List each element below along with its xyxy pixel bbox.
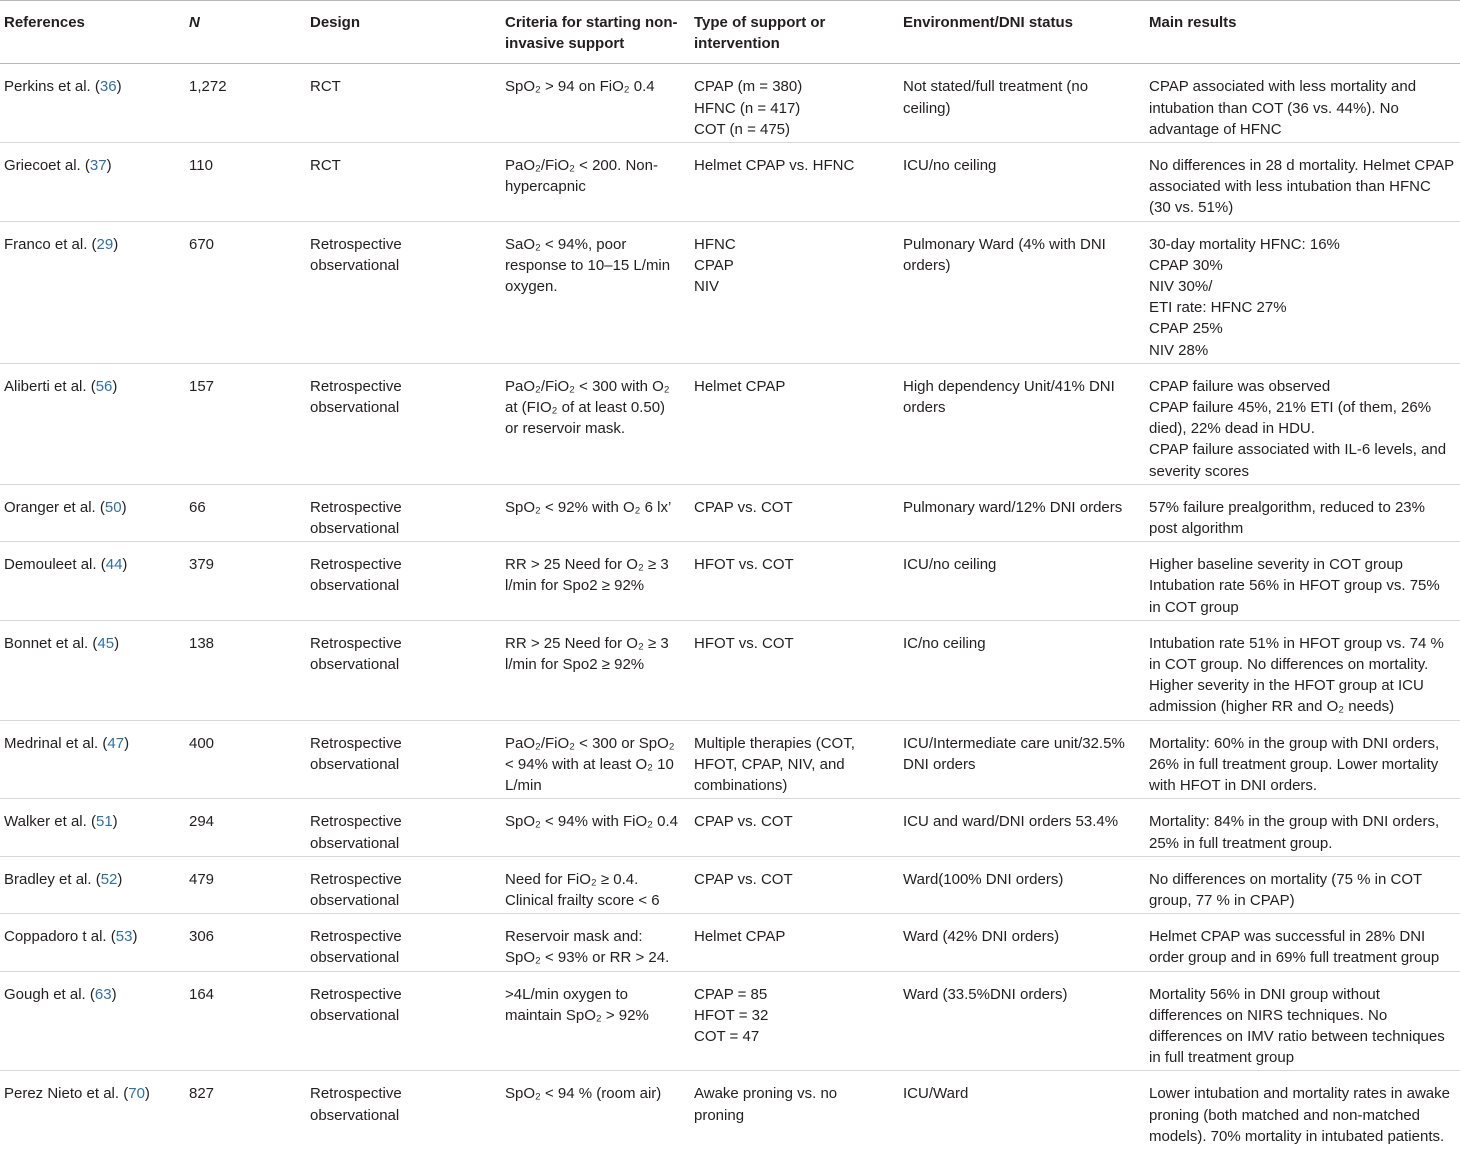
header-references: References: [0, 1, 183, 64]
design-value: Retrospective observational: [310, 1085, 402, 1124]
n-cell: [183, 484, 304, 541]
support-cell: [688, 620, 897, 720]
n-value: 1,272: [189, 78, 227, 96]
reference-name: Walker et al.: [4, 813, 87, 831]
table-row: [0, 1071, 1460, 1149]
support-line: Awake proning vs. no proning: [694, 1085, 838, 1124]
table-row: [0, 856, 1460, 913]
criteria-cell: [499, 64, 688, 143]
criteria-value: SpO₂ > 94 on FiO₂ 0.4: [505, 78, 655, 96]
header-results: Main results: [1143, 1, 1460, 64]
support-cell: [688, 1071, 897, 1149]
reference-link[interactable]: 56: [95, 377, 113, 395]
design-value: Retrospective observational: [310, 498, 402, 538]
reference-name: Oranger et al.: [4, 498, 96, 516]
n-cell: [183, 914, 304, 971]
results-line: Mortality: 84% in the group with DNI orders, 25% in full treatment group.: [1149, 813, 1440, 852]
results-cell: [1143, 221, 1460, 363]
results-line: Mortality 56% in DNI group without differences on NIRS techniques. No differences on IMV ratio between techniques in full treatment group: [1149, 985, 1445, 1067]
criteria-value: >4L/min oxygen to maintain SpO₂ > 92%: [505, 985, 649, 1024]
design-cell: [304, 720, 499, 799]
header-environment: Environment/DNI status: [897, 1, 1143, 64]
results-cell: [1143, 1071, 1460, 1149]
criteria-value: RR > 25 Need for O₂ ≥ 3 l/min for Spo2 ≥ 92%: [505, 556, 669, 595]
reference-name: Aliberti et al.: [4, 377, 87, 395]
reference-link[interactable]: 36: [99, 78, 117, 96]
table-row: [0, 221, 1460, 363]
criteria-value: SpO₂ < 92% with O₂ 6 lx’: [505, 498, 672, 516]
header-design: Design: [304, 1, 499, 64]
reference-name: Franco et al.: [4, 235, 88, 253]
support-line: HFOT = 32: [694, 1006, 769, 1024]
environment-value: Ward (33.5%DNI orders): [903, 985, 1068, 1003]
support-line: CPAP (m = 380): [694, 78, 803, 96]
support-line: HFNC (n = 417): [694, 99, 801, 117]
environment-cell: [897, 720, 1143, 799]
reference-link[interactable]: 50: [104, 498, 122, 516]
reference-name: Medrinal et al.: [4, 734, 99, 752]
criteria-cell: [499, 484, 688, 541]
environment-value: ICU/no ceiling: [903, 556, 997, 574]
environment-value: IC/no ceiling: [903, 634, 986, 652]
reference-link[interactable]: 29: [96, 235, 114, 253]
results-line: Intubation rate 56% in HFOT group vs. 75% in COT group: [1149, 577, 1440, 616]
support-line: NIV: [694, 278, 720, 296]
environment-value: Ward(100% DNI orders): [903, 870, 1064, 888]
n-cell: [183, 856, 304, 913]
support-line: COT (n = 475): [694, 120, 791, 138]
design-cell: [304, 1071, 499, 1149]
reference-name: Griecoet al.: [4, 157, 81, 175]
criteria-value: PaO₂/FiO₂ < 300 with O₂ at (FIO₂ of at least 0.50) or reservoir mask.: [505, 377, 670, 438]
support-line: CPAP: [694, 256, 734, 274]
environment-cell: [897, 484, 1143, 541]
support-cell: [688, 720, 897, 799]
results-cell: [1143, 363, 1460, 484]
reference-link[interactable]: 37: [89, 157, 107, 175]
support-cell: [688, 143, 897, 222]
results-line: Mortality: 60% in the group with DNI orders, 26% in full treatment group. Lower mortality with HFOT in DNI orders.: [1149, 734, 1440, 795]
support-line: Multiple therapies (COT, HFOT, CPAP, NIV, and combinations): [694, 734, 855, 795]
reference-name: Perez Nieto et al.: [4, 1085, 120, 1103]
n-value: 670: [189, 235, 215, 253]
results-cell: [1143, 484, 1460, 541]
design-cell: [304, 914, 499, 971]
n-cell: [183, 1071, 304, 1149]
criteria-value: RR > 25 Need for O₂ ≥ 3 l/min for Spo2 ≥ 92%: [505, 634, 669, 674]
support-cell: [688, 856, 897, 913]
environment-cell: [897, 1071, 1143, 1149]
results-cell: [1143, 64, 1460, 143]
environment-value: ICU/Ward: [903, 1085, 969, 1103]
criteria-value: SaO₂ < 94%, poor response to 10–15 L/min oxygen.: [505, 235, 671, 296]
design-value: Retrospective observational: [310, 813, 402, 852]
support-cell: [688, 221, 897, 363]
results-line: 30-day mortality HFNC: 16%: [1149, 235, 1340, 253]
header-support: Type of support or intervention: [688, 1, 897, 64]
support-cell: [688, 799, 897, 856]
reference-link[interactable]: 47: [107, 734, 125, 752]
design-value: Retrospective observational: [310, 870, 402, 909]
environment-cell: [897, 363, 1143, 484]
environment-value: Not stated/full treatment (no ceiling): [903, 78, 1089, 117]
support-cell: [688, 542, 897, 621]
criteria-value: Reservoir mask and: SpO₂ < 93% or RR > 24.: [505, 928, 670, 967]
reference-cell: Bradley et al. (52): [0, 856, 183, 913]
design-cell: [304, 971, 499, 1071]
design-value: Retrospective observational: [310, 556, 402, 595]
support-line: CPAP vs. COT: [694, 813, 793, 831]
environment-cell: [897, 856, 1143, 913]
results-line: Lower intubation and mortality rates in awake proning (both matched and non-matched models). 70% mortality in intubated patients.: [1149, 1085, 1450, 1145]
results-line: CPAP 30%: [1149, 256, 1223, 274]
criteria-value: SpO₂ < 94 % (room air): [505, 1085, 662, 1103]
environment-cell: [897, 143, 1143, 222]
support-cell: [688, 363, 897, 484]
reference-link[interactable]: 51: [95, 813, 113, 831]
design-value: Retrospective observational: [310, 734, 402, 773]
results-line: NIV 30%/: [1149, 278, 1213, 296]
reference-cell: Demouleet al. (44): [0, 542, 183, 621]
support-line: CPAP vs. COT: [694, 498, 793, 516]
criteria-cell: [499, 856, 688, 913]
header-n: N: [183, 1, 304, 64]
results-line: No differences on mortality (75 % in COT group, 77 % in CPAP): [1149, 870, 1422, 909]
criteria-value: PaO₂/FiO₂ < 300 or SpO₂ < 94% with at least O₂ 10 L/min: [505, 734, 675, 795]
environment-value: High dependency Unit/41% DNI orders: [903, 377, 1115, 417]
criteria-cell: [499, 971, 688, 1071]
criteria-cell: [499, 542, 688, 621]
design-cell: [304, 221, 499, 363]
header-row: [0, 1, 1460, 64]
reference-cell: Franco et al. (29): [0, 221, 183, 363]
results-line: CPAP failure was observed: [1149, 377, 1331, 395]
support-line: Helmet CPAP vs. HFNC: [694, 157, 855, 175]
criteria-cell: [499, 620, 688, 720]
reference-cell: Bonnet et al. (45): [0, 620, 183, 720]
n-cell: [183, 620, 304, 720]
table-row: [0, 143, 1460, 222]
n-value: 479: [189, 870, 215, 888]
table-row: [0, 620, 1460, 720]
results-line: Higher baseline severity in COT group: [1149, 556, 1404, 574]
support-line: HFNC: [694, 235, 736, 253]
reference-cell: Perkins et al. (36): [0, 64, 183, 143]
reference-name: Bonnet et al.: [4, 634, 89, 652]
reference-cell: Walker et al. (51): [0, 799, 183, 856]
support-line: Helmet CPAP: [694, 377, 786, 395]
support-cell: [688, 64, 897, 143]
design-cell: [304, 620, 499, 720]
table-row: [0, 799, 1460, 856]
results-cell: [1143, 143, 1460, 222]
criteria-cell: [499, 914, 688, 971]
environment-value: ICU and ward/DNI orders 53.4%: [903, 813, 1119, 831]
environment-cell: [897, 971, 1143, 1071]
reference-link[interactable]: 70: [128, 1085, 145, 1103]
results-line: No differences in 28 d mortality. Helmet CPAP associated with less intubation than HFNC (30 vs. 51%): [1149, 157, 1454, 217]
reference-name: Perkins et al.: [4, 78, 91, 96]
n-value: 164: [189, 985, 215, 1003]
header-criteria: Criteria for starting non-invasive support: [499, 1, 688, 64]
criteria-cell: [499, 799, 688, 856]
support-line: CPAP = 85: [694, 985, 768, 1003]
criteria-value: SpO₂ < 94% with FiO₂ 0.4: [505, 813, 678, 831]
results-line: Intubation rate 51% in HFOT group vs. 74 % in COT group. No differences on mortality. Higher severity in the HFOT group at ICU admission (higher RR and O₂ needs): [1149, 634, 1444, 716]
reference-link[interactable]: 44: [105, 556, 123, 574]
support-line: Helmet CPAP: [694, 928, 786, 946]
environment-cell: [897, 542, 1143, 621]
support-cell: [688, 914, 897, 971]
results-line: Helmet CPAP was successful in 28% DNI order group and in 69% full treatment group: [1149, 928, 1440, 967]
environment-value: Pulmonary ward/12% DNI orders: [903, 498, 1123, 516]
n-value: 138: [189, 634, 215, 652]
reference-cell: Coppadoro t al. (53): [0, 914, 183, 971]
n-value: 827: [189, 1085, 215, 1103]
support-cell: [688, 484, 897, 541]
environment-value: ICU/no ceiling: [903, 157, 997, 175]
n-cell: [183, 221, 304, 363]
environment-cell: [897, 221, 1143, 363]
support-line: HFOT vs. COT: [694, 556, 794, 574]
table-row: [0, 971, 1460, 1071]
criteria-value: PaO₂/FiO₂ < 200. Non-hypercapnic: [505, 157, 658, 196]
results-line: CPAP failure associated with IL-6 levels, and severity scores: [1149, 441, 1447, 480]
results-cell: [1143, 799, 1460, 856]
table-row: [0, 914, 1460, 971]
results-line: ETI rate: HFNC 27%: [1149, 299, 1287, 317]
reference-name: Coppadoro t al.: [4, 928, 107, 946]
design-cell: [304, 856, 499, 913]
results-line: NIV 28%: [1149, 341, 1209, 359]
reference-name: Demouleet al.: [4, 556, 97, 574]
table-row: [0, 363, 1460, 484]
criteria-value: Need for FiO₂ ≥ 0.4. Clinical frailty score < 6: [505, 870, 660, 909]
design-value: Retrospective observational: [310, 634, 402, 674]
n-cell: [183, 971, 304, 1071]
reference-cell: Perez Nieto et al. (70): [4, 1085, 150, 1103]
criteria-cell: [499, 720, 688, 799]
results-cell: [1143, 856, 1460, 913]
environment-value: Pulmonary Ward (4% with DNI orders): [903, 235, 1106, 274]
table-row: [0, 542, 1460, 621]
support-line: CPAP vs. COT: [694, 870, 793, 888]
results-line: 57% failure prealgorithm, reduced to 23% post algorithm: [1149, 498, 1425, 538]
reference-name: Bradley et al.: [4, 870, 92, 888]
environment-cell: [897, 64, 1143, 143]
n-value: 157: [189, 377, 215, 395]
design-value: Retrospective observational: [310, 377, 402, 417]
n-value: 400: [189, 734, 215, 752]
reference-link[interactable]: 45: [97, 634, 115, 652]
design-cell: [304, 542, 499, 621]
criteria-cell: [499, 1071, 688, 1149]
support-line: HFOT vs. COT: [694, 634, 794, 652]
design-cell: [304, 64, 499, 143]
n-cell: [183, 363, 304, 484]
table-row: [0, 484, 1460, 541]
n-cell: [183, 64, 304, 143]
support-cell: [688, 971, 897, 1071]
results-cell: [1143, 971, 1460, 1071]
results-cell: [1143, 542, 1460, 621]
n-value: 294: [189, 813, 215, 831]
n-cell: [183, 143, 304, 222]
design-cell: [304, 799, 499, 856]
design-value: Retrospective observational: [310, 985, 402, 1024]
table-row: [0, 64, 1460, 143]
reference-cell: Medrinal et al. (47): [0, 720, 183, 799]
environment-value: Ward (42% DNI orders): [903, 928, 1060, 946]
reference-cell: Oranger et al. (50): [0, 484, 183, 541]
table-row: [0, 720, 1460, 799]
reference-link[interactable]: 53: [115, 928, 133, 946]
reference-cell: Gough et al. (63): [0, 971, 183, 1071]
n-cell: [183, 720, 304, 799]
results-cell: [1143, 620, 1460, 720]
criteria-cell: [499, 221, 688, 363]
reference-name: Gough et al.: [4, 985, 86, 1003]
design-value: RCT: [310, 78, 341, 96]
results-cell: [1143, 720, 1460, 799]
results-line: CPAP associated with less mortality and intubation than COT (36 vs. 44%). No advantage of HFNC: [1149, 78, 1417, 138]
n-cell: [183, 542, 304, 621]
n-cell: [183, 799, 304, 856]
design-value: Retrospective observational: [310, 235, 402, 274]
reference-link[interactable]: 52: [100, 870, 118, 888]
design-cell: [304, 143, 499, 222]
results-line: CPAP failure 45%, 21% ETI (of them, 26% died), 22% dead in HDU.: [1149, 399, 1432, 438]
design-cell: [304, 363, 499, 484]
n-value: 110: [189, 157, 213, 175]
design-value: Retrospective observational: [310, 928, 402, 967]
n-value: 379: [189, 556, 215, 574]
criteria-cell: [499, 363, 688, 484]
environment-cell: [897, 914, 1143, 971]
environment-cell: [897, 620, 1143, 720]
environment-value: ICU/Intermediate care unit/32.5% DNI orders: [903, 734, 1125, 773]
n-value: 66: [189, 498, 206, 516]
criteria-cell: [499, 143, 688, 222]
design-cell: [304, 484, 499, 541]
environment-cell: [897, 799, 1143, 856]
support-line: COT = 47: [694, 1027, 760, 1045]
reference-cell: Aliberti et al. (56): [0, 363, 183, 484]
reference-cell: Griecoet al. (37): [0, 143, 183, 222]
results-line: CPAP 25%: [1149, 320, 1223, 338]
design-value: RCT: [310, 157, 341, 175]
results-cell: [1143, 914, 1460, 971]
n-value: 306: [189, 928, 215, 946]
reference-link[interactable]: 63: [94, 985, 112, 1003]
